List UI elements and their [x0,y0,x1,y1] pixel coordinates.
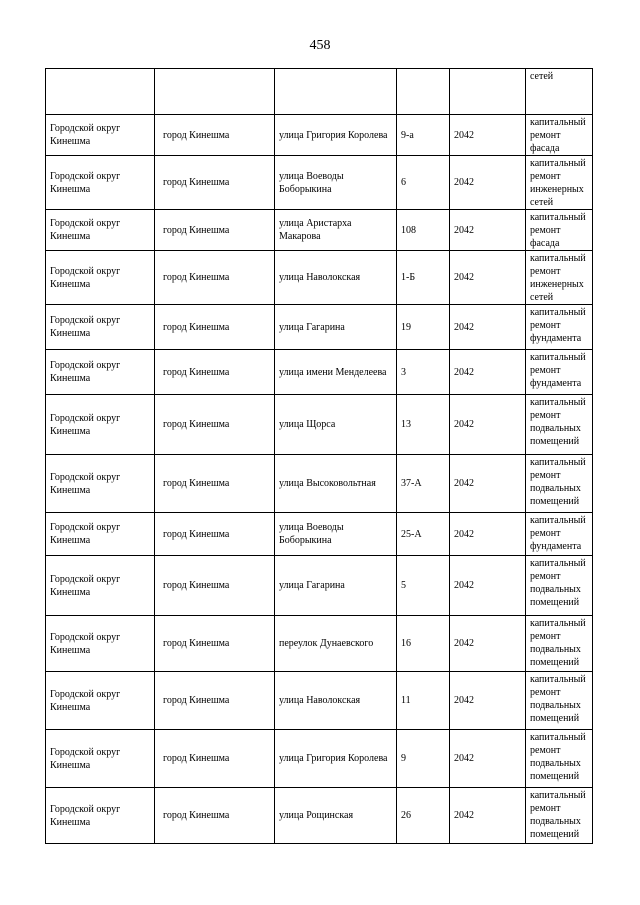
cell-municipality: Городской округ Кинешма [46,115,155,156]
cell-street: улица Гагарина [275,305,397,350]
cell-municipality: Городской округ Кинешма [46,616,155,672]
cell-municipality: Городской округ Кинешма [46,251,155,305]
registry-table [45,68,593,844]
cell-municipality: Городской округ Кинешма [46,556,155,616]
cell-municipality: Городской округ Кинешма [46,350,155,395]
cell-settlement: город Кинешма [155,672,275,730]
cell-municipality: Городской округ Кинешма [46,156,155,210]
cell-house: 25-А [397,513,450,556]
cell-house [397,69,450,115]
cell-work: капитальный ремонт фундамента [526,513,593,556]
cell-house: 5 [397,556,450,616]
table-row [46,251,593,305]
cell-house: 26 [397,788,450,844]
cell-house: 19 [397,305,450,350]
cell-year: 2042 [450,672,526,730]
cell-year: 2042 [450,788,526,844]
table-row [46,513,593,556]
cell-work: капитальный ремонт подвальных помещений [526,395,593,455]
cell-municipality [46,69,155,115]
cell-municipality: Городской округ Кинешма [46,395,155,455]
cell-year: 2042 [450,305,526,350]
cell-year: 2042 [450,395,526,455]
cell-work: капитальный ремонт подвальных помещений [526,730,593,788]
cell-year: 2042 [450,556,526,616]
cell-settlement: город Кинешма [155,730,275,788]
cell-street: улица Аристарха Макарова [275,210,397,251]
cell-settlement: город Кинешма [155,513,275,556]
cell-work: капитальный ремонт фундамента [526,305,593,350]
cell-house: 16 [397,616,450,672]
cell-street: улица Гагарина [275,556,397,616]
cell-street: улица Григория Королева [275,115,397,156]
table-row [46,350,593,395]
table-row [46,556,593,616]
cell-year: 2042 [450,730,526,788]
cell-year: 2042 [450,115,526,156]
cell-house: 3 [397,350,450,395]
table-row [46,305,593,350]
table-row [46,672,593,730]
table-row [46,395,593,455]
table-row-continuation [46,69,593,115]
cell-settlement: город Кинешма [155,350,275,395]
cell-work: капитальный ремонт инженерных сетей [526,156,593,210]
cell-street: улица Щорса [275,395,397,455]
cell-year: 2042 [450,455,526,513]
cell-settlement: город Кинешма [155,210,275,251]
cell-settlement: город Кинешма [155,788,275,844]
cell-settlement: город Кинешма [155,305,275,350]
cell-work: капитальный ремонт подвальных помещений [526,788,593,844]
cell-settlement [155,69,275,115]
table-row [46,156,593,210]
cell-settlement: город Кинешма [155,556,275,616]
cell-work: капитальный ремонт фасада [526,115,593,156]
cell-street: улица Григория Королева [275,730,397,788]
cell-settlement: город Кинешма [155,455,275,513]
cell-house: 9 [397,730,450,788]
cell-year: 2042 [450,210,526,251]
cell-settlement: город Кинешма [155,395,275,455]
cell-street: улица Воеводы Боборыкина [275,513,397,556]
cell-street: переулок Дунаевского [275,616,397,672]
cell-municipality: Городской округ Кинешма [46,730,155,788]
cell-year: 2042 [450,251,526,305]
cell-house: 11 [397,672,450,730]
cell-street: улица Наволокская [275,672,397,730]
cell-house: 9-а [397,115,450,156]
cell-work: капитальный ремонт подвальных помещений [526,556,593,616]
cell-settlement: город Кинешма [155,156,275,210]
cell-street: улица имени Менделеева [275,350,397,395]
cell-work: капитальный ремонт фасада [526,210,593,251]
table-row [46,616,593,672]
cell-settlement: город Кинешма [155,115,275,156]
table-row [46,788,593,844]
cell-house: 13 [397,395,450,455]
table-row [46,730,593,788]
cell-house: 6 [397,156,450,210]
cell-house: 108 [397,210,450,251]
cell-municipality: Городской округ Кинешма [46,513,155,556]
cell-municipality: Городской округ Кинешма [46,210,155,251]
cell-year [450,69,526,115]
cell-street: улица Рощинская [275,788,397,844]
table-row [46,210,593,251]
cell-work: капитальный ремонт инженерных сетей [526,251,593,305]
cell-settlement: город Кинешма [155,251,275,305]
cell-municipality: Городской округ Кинешма [46,305,155,350]
cell-work: капитальный ремонт подвальных помещений [526,672,593,730]
cell-year: 2042 [450,513,526,556]
cell-municipality: Городской округ Кинешма [46,672,155,730]
cell-settlement: город Кинешма [155,616,275,672]
cell-work: сетей [526,69,593,115]
cell-municipality: Городской округ Кинешма [46,788,155,844]
cell-work: капитальный ремонт фундамента [526,350,593,395]
cell-work: капитальный ремонт подвальных помещений [526,455,593,513]
cell-street [275,69,397,115]
cell-street: улица Наволокская [275,251,397,305]
table-row [46,455,593,513]
cell-year: 2042 [450,350,526,395]
cell-street: улица Воеводы Боборыкина [275,156,397,210]
cell-house: 1-Б [397,251,450,305]
table-row [46,115,593,156]
cell-work: капитальный ремонт подвальных помещений [526,616,593,672]
page-number: 458 [309,38,331,53]
cell-street: улица Высоковольтная [275,455,397,513]
cell-year: 2042 [450,156,526,210]
cell-year: 2042 [450,616,526,672]
cell-municipality: Городской округ Кинешма [46,455,155,513]
cell-house: 37-А [397,455,450,513]
